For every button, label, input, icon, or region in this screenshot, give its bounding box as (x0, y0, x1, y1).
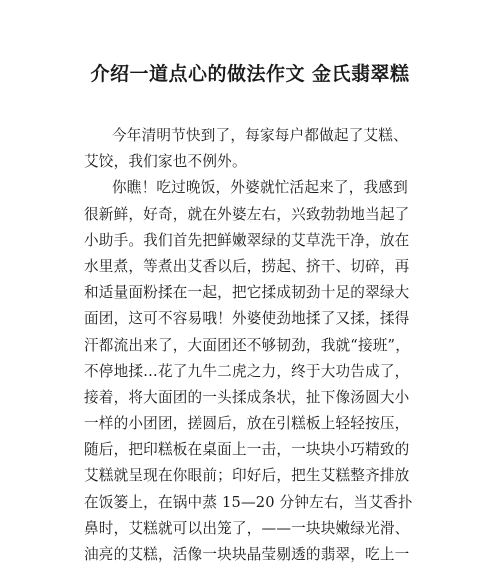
text-line: 艾饺，我们家也不例外。 (84, 153, 247, 171)
text-line: 接着，将大面团的一头揉成条状，扯下像汤圆大小 (84, 388, 410, 406)
paragraph-1 (84, 123, 424, 175)
text-line: 和适量面粉揉在一起，把它揉成韧劲十足的翠绿大 (84, 284, 410, 302)
text-line: 很新鲜，好奇，就在外婆左右，兴致勃勃地当起了 (84, 205, 410, 223)
text-line: 鼻时，艾糕就可以出笼了，——一块块嫩绿光滑、 (84, 519, 410, 537)
text-line: 不停地揉…花了九牛二虎之力，终于大功告成了， (84, 362, 410, 380)
text-line: 你瞧！吃过晚饭，外婆就忙活起来了，我感到 (112, 179, 408, 197)
text-line: 一样的小团团，搓圆后，放在引糕板上轻轻按压， (84, 415, 410, 433)
text-line: 油亮的艾糕，活像一块块晶莹剔透的翡翠，吃上一 (84, 546, 410, 563)
text-line: 在饭篓上，在锅中蒸 15—20 分钟左右，当艾香扑 (84, 493, 413, 511)
text-line: 面团，这可不容易哦！外婆使劲地揉了又揉，揉得 (84, 310, 410, 328)
document-title: 介绍一道点心的做法作文 金氏翡翠糕 (90, 63, 410, 85)
text-line: 艾糕就呈现在你眼前；印好后，把生艾糕整齐排放 (84, 467, 410, 485)
text-line: 水里煮，等煮出艾香以后，捞起、挤干、切碎，再 (84, 257, 410, 275)
text-line: 小助手。我们首先把鲜嫩翠绿的艾草洗干净，放在 (84, 231, 410, 249)
paragraph-2 (84, 175, 424, 568)
document-body (84, 123, 424, 568)
text-line: 随后，把印糕板在桌面上一击，一块块小巧精致的 (84, 441, 410, 459)
text-line: 今年清明节快到了，每家每户都做起了艾糕、 (112, 127, 408, 144)
text-line: 汗都流出来了，大面团还不够韧劲，我就“接班”， (84, 336, 410, 354)
